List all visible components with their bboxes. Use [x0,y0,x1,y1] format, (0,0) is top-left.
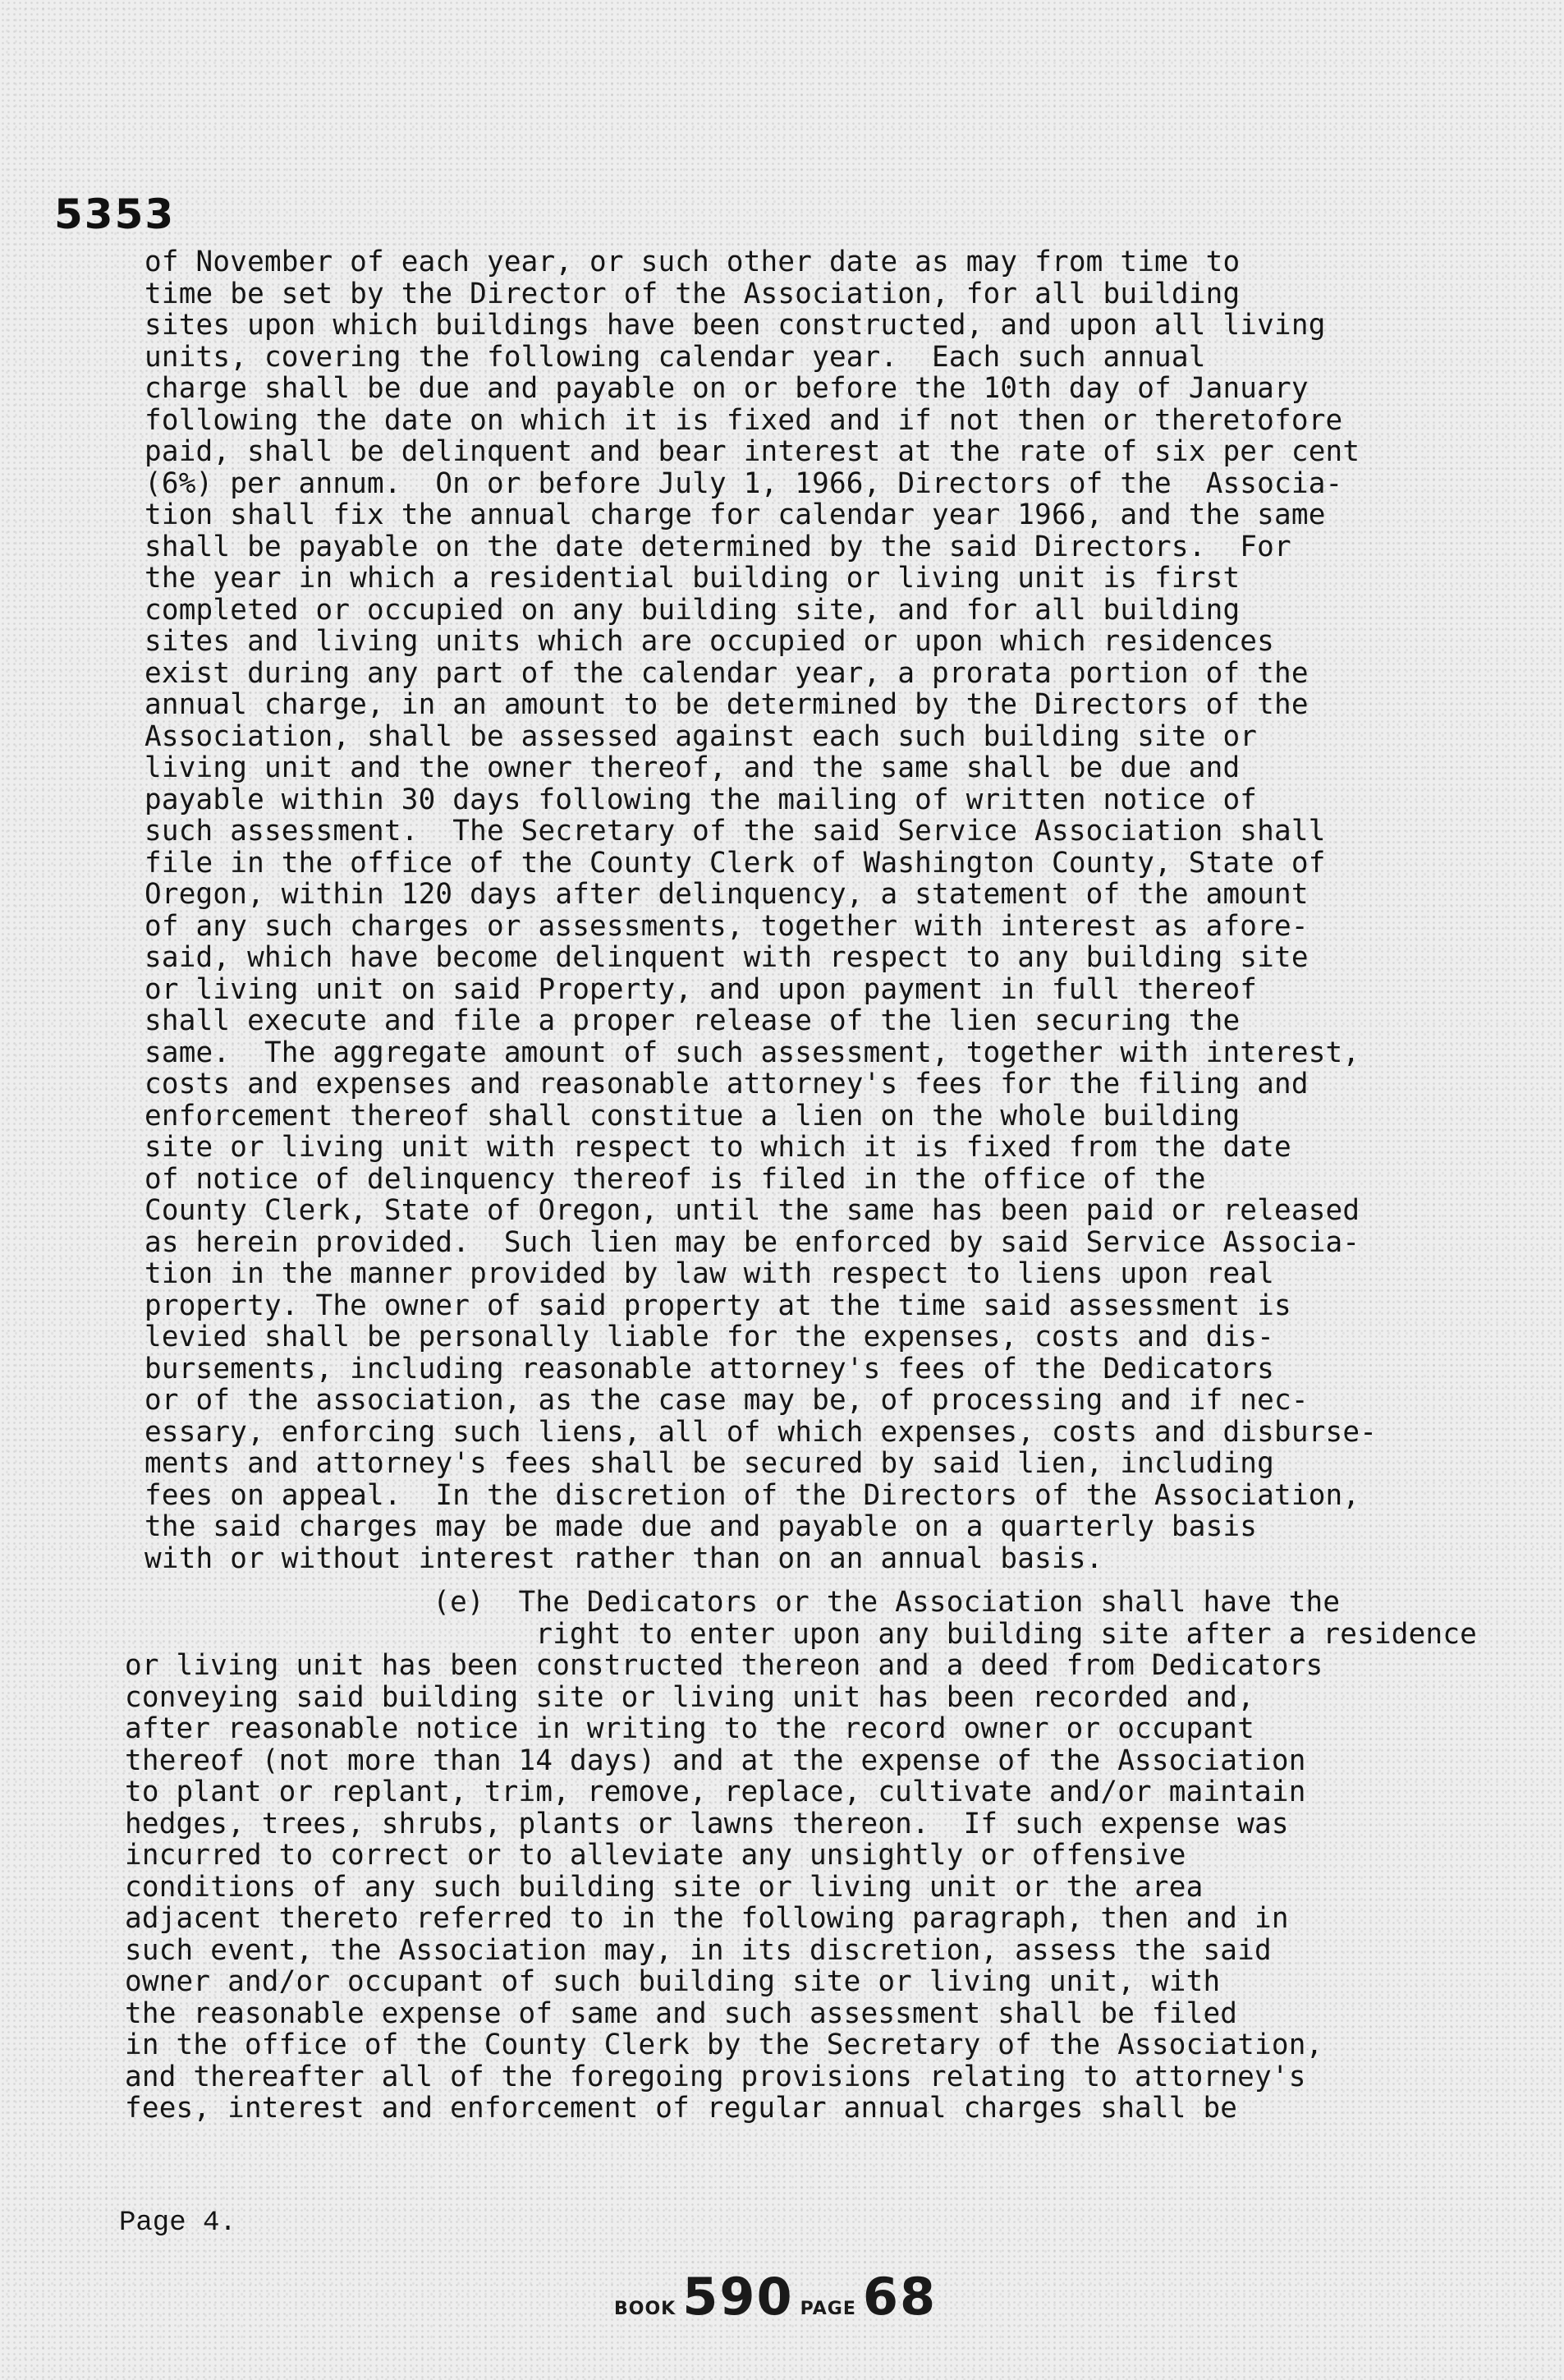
recording-stamp [608,2267,937,2327]
body-line: such assessment. The Secretary of the said Service Association shall [144,815,1326,848]
body-line: ments and attorney's fees shall be secured by said lien, including [144,1447,1274,1480]
body-line: tion in the manner provided by law with respect to liens upon real [144,1257,1274,1290]
para-e-line: thereof (not more than 14 days) and at the expense of the Association [125,1744,1306,1777]
para-e-line: and thereafter all of the foregoing provisions relating to attorney's [125,2060,1306,2093]
body-line: sites upon which buildings have been constructed, and upon all living [144,309,1326,342]
body-line: of November of each year, or such other date as may from time to [144,246,1241,278]
body-line: following the date on which it is fixed and if not then or theretofore [144,403,1343,437]
para-e-line: conveying said building site or living unit has been recorded and, [125,1680,1254,1714]
para-e-line: incurred to correct or to alleviate any unsightly or offensive [125,1839,1186,1872]
body-line: shall be payable on the date determined by the said Directors. For [144,530,1291,563]
para-e-line: in the office of the County Clerk by the Secretary of the Association, [125,2029,1323,2061]
para-e-line: or living unit has been constructed thereon and a deed from Dedicators [125,1649,1323,1682]
body-line: site or living unit with respect to which it is fixed from the date [144,1131,1291,1164]
body-line: same. The aggregate amount of such assessment, together with interest, [144,1036,1360,1069]
body-line: exist during any part of the calendar year, a prorata portion of the [144,656,1309,690]
body-line: levied shall be personally liable for the expenses, costs and dis- [144,1321,1274,1353]
para-e-line: the reasonable expense of same and such assessment shall be filed [125,1996,1238,2030]
body-line: said, which have become delinquent with respect to any building site [144,941,1309,974]
paragraph-e [125,1587,1553,2125]
page-label: Page 4. [119,2208,236,2239]
body-line: completed or occupied on any building site, and for all building [144,593,1241,627]
body-line: costs and expenses and reasonable attorney's fees for the filing and [144,1068,1309,1100]
body-line: fees on appeal. In the discretion of the Directors of the Association, [144,1478,1360,1512]
body-line: payable within 30 days following the mailing of written notice of [144,783,1258,816]
body-line: the said charges may be made due and payable on a quarterly basis [144,1510,1258,1543]
para-e-line: hedges, trees, shrubs, plants or lawns thereon. If such expense was [125,1807,1289,1840]
stamp-book-number: 590 [682,2267,794,2327]
body-line: or living unit on said Property, and upon payment in full thereof [144,972,1258,1006]
body-line: property. The owner of said property at the time said assessment is [144,1289,1291,1322]
body-line: as herein provided. Such lien may be enforced by said Service Associa- [144,1225,1360,1259]
body-line: County Clerk, State of Oregon, until the same has been paid or released [144,1194,1360,1227]
para-e-line: right to enter upon any building site after a residence [125,1617,1478,1651]
body-line: essary, enforcing such liens, all of which expenses, costs and disburse- [144,1415,1378,1449]
para-e-line: fees, interest and enforcement of regular annual charges shall be [125,2092,1238,2125]
para-e-line: after reasonable notice in writing to the record owner or occupant [125,1712,1254,1745]
para-e-line: owner and/or occupant of such building site or living unit, with [125,1965,1221,1998]
body-paragraph [144,246,1532,1574]
body-line: tion shall fix the annual charge for calendar year 1966, and the same [144,499,1326,531]
stamp-book-label: BOOK [614,2299,677,2319]
body-line: with or without interest rather than on an annual basis. [144,1541,1103,1575]
body-line: of any such charges or assessments, together with interest as afore- [144,909,1309,943]
para-e-line: conditions of any such building site or living unit or the area [125,1870,1204,1904]
body-line: Association, shall be assessed against each such building site or [144,719,1258,753]
body-line: of notice of delinquency thereof is filed in the office of the [144,1162,1206,1196]
body-line: the year in which a residential building or living unit is first [144,562,1241,595]
body-line: enforcement thereof shall constitue a lien on the whole building [144,1099,1241,1133]
body-line: sites and living units which are occupied or upon which residences [144,625,1274,658]
body-line: living unit and the owner thereof, and the same shall be due and [144,751,1241,784]
body-line: annual charge, in an amount to be determined by the Directors of the [144,688,1309,721]
body-line: time be set by the Director of the Association, for all building [144,277,1241,310]
body-line: (6%) per annum. On or before July 1, 1966, Directors of the Associa- [144,466,1343,500]
body-line: units, covering the following calendar year. Each such annual [144,340,1206,374]
body-line: paid, shall be delinquent and bear interest at the rate of six per cent [144,435,1360,468]
para-e-line: adjacent thereto referred to in the following paragraph, then and in [125,1902,1289,1935]
body-line: or of the association, as the case may be, of processing and if nec- [144,1384,1309,1417]
body-line: charge shall be due and payable on or before the 10th day of January [144,372,1309,405]
para-e-line: (e) The Dedicators or the Association shall have the [125,1586,1341,1619]
body-line: bursements, including reasonable attorney's fees of the Dedicators [144,1352,1274,1385]
document-number: 5353 [54,191,176,238]
body-line: file in the office of the County Clerk of Washington County, State of [144,846,1326,880]
stamp-page-word: PAGE [800,2299,856,2319]
para-e-line: to plant or replant, trim, remove, replace, cultivate and/or maintain [125,1776,1306,1808]
body-line: Oregon, within 120 days after delinquency, a statement of the amount [144,878,1309,911]
stamp-page-number: 68 [862,2267,938,2327]
para-e-line: such event, the Association may, in its discretion, assess the said [125,1933,1272,1967]
body-line: shall execute and file a proper release of the lien securing the [144,1004,1241,1037]
